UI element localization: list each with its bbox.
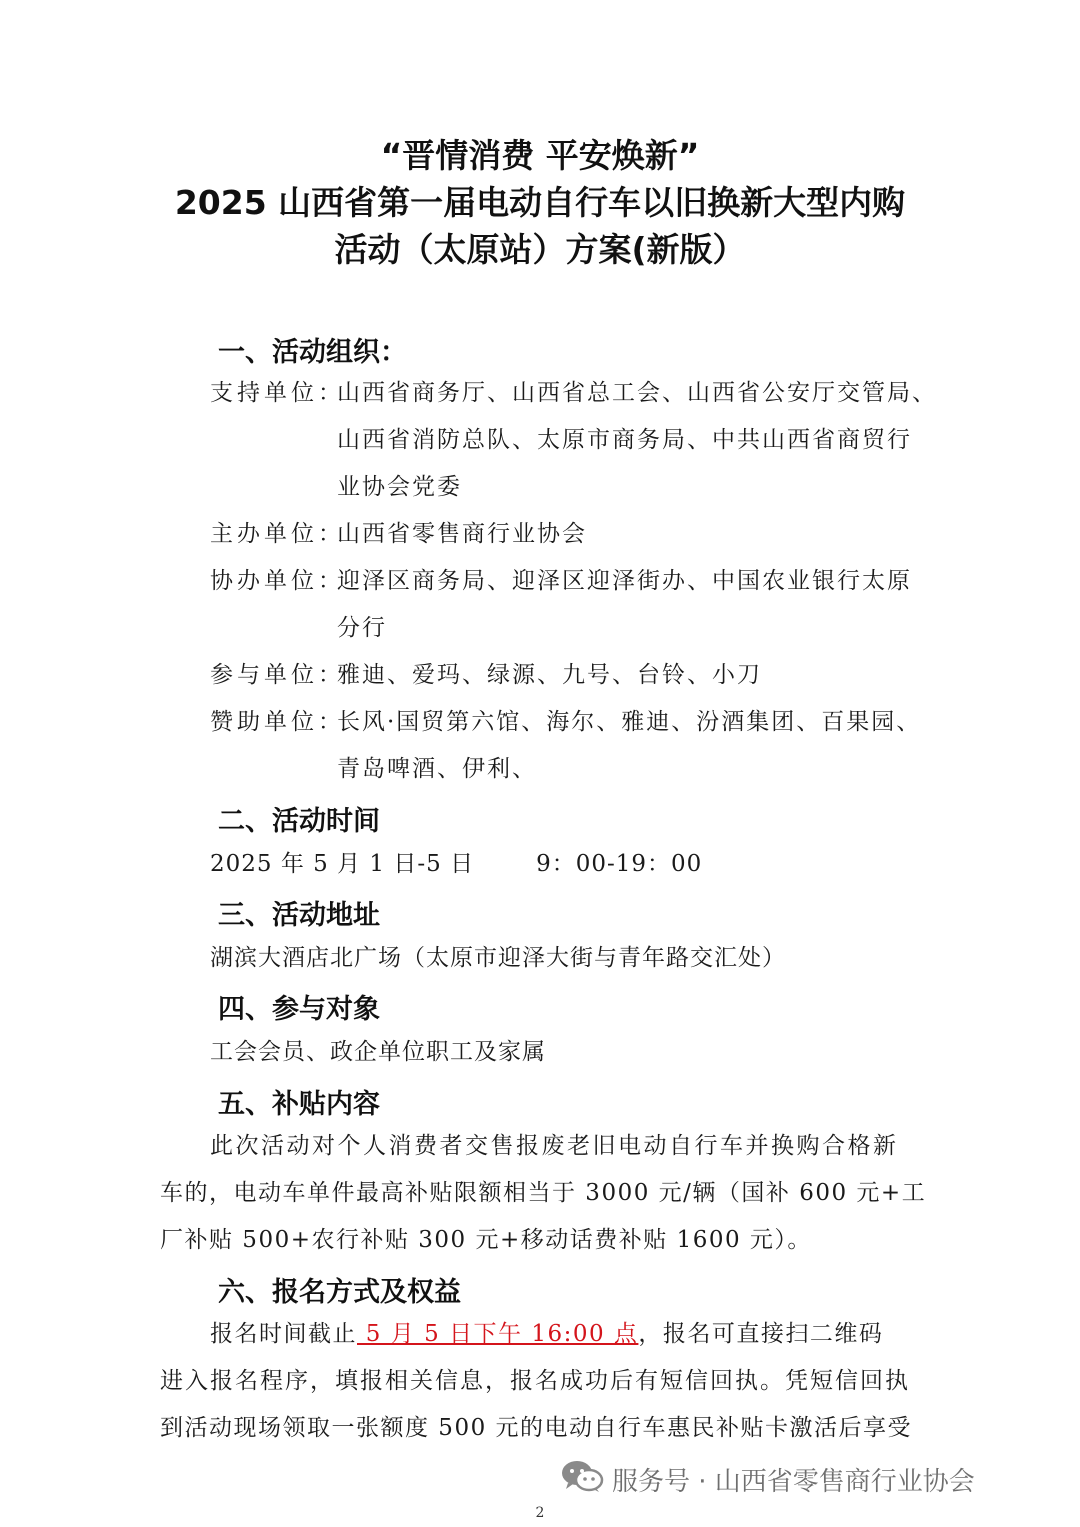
section-heading-time: 二、活动时间 xyxy=(218,806,380,837)
section-heading-subsidy: 五、补贴内容 xyxy=(218,1089,380,1120)
sponsor-units-value: 长风·国贸第六馆、海尔、雅迪、汾酒集团、百果园、 xyxy=(337,709,922,735)
co-organizer-value-line2: 分行 xyxy=(337,615,387,641)
section-heading-address: 三、活动地址 xyxy=(218,900,380,931)
co-organizer-row xyxy=(210,558,912,605)
doc-title-line1: “晋情消费 平安焕新” xyxy=(380,136,700,175)
section-heading-registration: 六、报名方式及权益 xyxy=(218,1277,461,1308)
host-unit-label: 主办单位： xyxy=(210,521,345,547)
sponsor-units-label: 赞助单位： xyxy=(210,709,345,735)
support-units-row xyxy=(210,370,937,417)
subsidy-text-line3: 厂补贴 500+农行补贴 300 元+移动话费补贴 1600 元）。 xyxy=(160,1227,812,1253)
registration-deadline-prefix: 报名时间截止 xyxy=(210,1321,357,1347)
registration-deadline: 5 月 5 日下午 16:00 点 xyxy=(357,1321,639,1347)
event-date: 2025 年 5 月 1 日-5 日 xyxy=(210,851,475,877)
support-units-label: 支持单位： xyxy=(210,380,345,406)
section-heading-target: 四、参与对象 xyxy=(218,994,380,1025)
section-heading-organization: 一、活动组织： xyxy=(218,337,407,368)
event-hours: 9：00-19：00 xyxy=(536,851,703,877)
sponsor-units-value-line2: 青岛啤酒、伊利、 xyxy=(337,756,537,782)
wechat-icon xyxy=(560,1458,604,1501)
host-unit-value: 山西省零售商行业协会 xyxy=(337,521,587,547)
support-units-value-line2: 山西省消防总队、太原市商务局、中共山西省商贸行 xyxy=(337,427,912,453)
registration-deadline-suffix: ，报名可直接扫二维码 xyxy=(638,1321,884,1347)
host-unit-row xyxy=(210,511,587,558)
registration-text-line1 xyxy=(210,1311,883,1358)
participant-units-value: 雅迪、爱玛、绿源、九号、台铃、小刀 xyxy=(337,662,762,688)
target-audience: 工会会员、政企单位职工及家属 xyxy=(210,1039,546,1065)
support-units-value-line3: 业协会党委 xyxy=(337,474,462,500)
participant-units-label: 参与单位： xyxy=(210,662,345,688)
co-organizer-label: 协办单位： xyxy=(210,568,345,594)
doc-title-line3: 活动（太原站）方案(新版） xyxy=(334,230,746,269)
event-address: 湖滨大酒店北广场（太原市迎泽大街与青年路交汇处） xyxy=(210,945,786,971)
account-watermark xyxy=(560,1458,975,1501)
doc-title-line2: 2025 山西省第一届电动自行车以旧换新大型内购 xyxy=(174,183,906,222)
page-number: 2 xyxy=(535,1505,545,1521)
sponsor-units-row xyxy=(210,699,921,746)
registration-text-line2: 进入报名程序，填报相关信息，报名成功后有短信回执。凭短信回执 xyxy=(160,1368,910,1394)
account-watermark-text: 服务号 · 山西省零售商行业协会 xyxy=(612,1467,975,1497)
subsidy-text-line2: 车的，电动车单件最高补贴限额相当于 3000 元/辆（国补 600 元+工 xyxy=(160,1180,927,1206)
registration-text-line3: 到活动现场领取一张额度 500 元的电动自行车惠民补贴卡激活后享受 xyxy=(160,1415,913,1441)
event-time-row xyxy=(210,841,702,888)
subsidy-text-line1: 此次活动对个人消费者交售报废老旧电动自行车并换购合格新 xyxy=(210,1133,899,1159)
participant-units-row xyxy=(210,652,762,699)
support-units-value: 山西省商务厅、山西省总工会、山西省公安厅交管局、 xyxy=(337,380,937,406)
co-organizer-value: 迎泽区商务局、迎泽区迎泽街办、中国农业银行太原 xyxy=(337,568,912,594)
